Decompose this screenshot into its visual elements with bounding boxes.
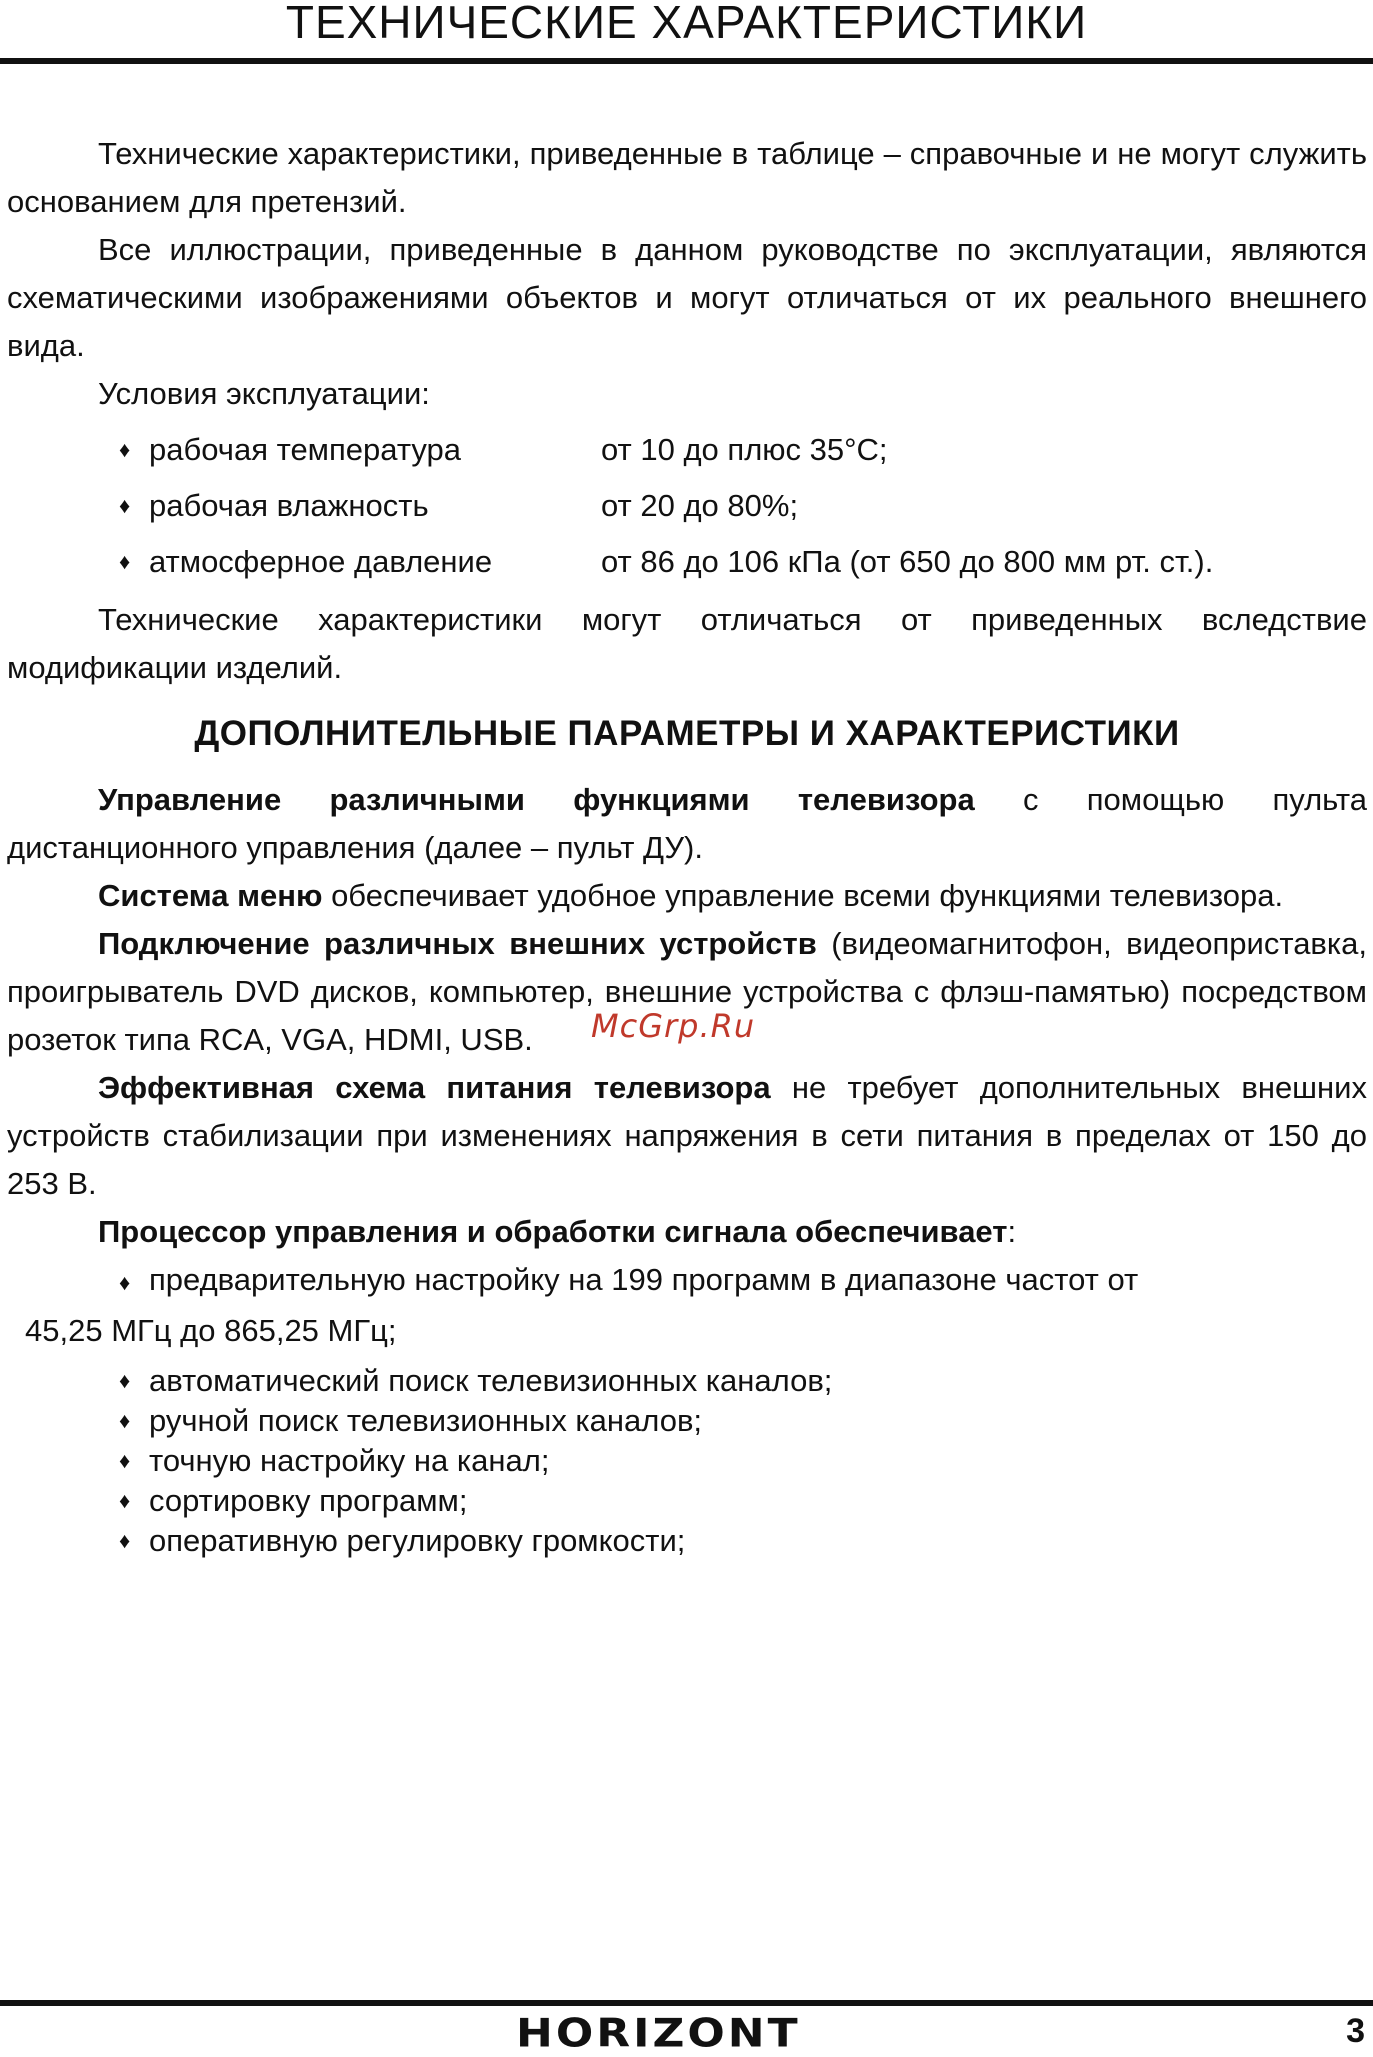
diamond-bullet-icon: ♦ <box>119 1528 131 1553</box>
list-item <box>7 1481 1367 1521</box>
condition-value: от 20 до 80%; <box>601 488 799 523</box>
feature-menu <box>7 872 1367 920</box>
processor-item-text: точную настройку на канал; <box>149 1443 550 1478</box>
feature-remote-title: Управление различными функциями телевизора <box>98 782 975 817</box>
diamond-bullet-icon: ♦ <box>119 1368 131 1393</box>
condition-name: рабочая влажность <box>149 488 429 523</box>
footer-divider <box>0 2000 1373 2006</box>
conditions-list <box>7 422 1367 590</box>
section-title: ДОПОЛНИТЕЛЬНЫЕ ПАРАМЕТРЫ И ХАРАКТЕРИСТИКИ <box>194 714 1180 753</box>
list-item <box>7 1361 1367 1401</box>
feature-menu-title: Система меню <box>98 878 323 913</box>
feature-processor <box>7 1208 1367 1256</box>
list-item <box>7 422 1367 478</box>
diamond-bullet-icon: ♦ <box>119 1488 131 1513</box>
feature-menu-text: обеспечивает удобное управление всеми функциями телевизора. <box>322 878 1284 913</box>
list-item <box>7 1401 1367 1441</box>
list-item <box>7 1521 1367 1561</box>
conditions-label: Условия эксплуатации: <box>98 376 430 411</box>
page-header <box>0 0 1373 64</box>
feature-remote <box>7 776 1367 872</box>
processor-item-text: автоматический поиск телевизионных каналов; <box>149 1363 833 1398</box>
processor-item-text: сортировку программ; <box>149 1483 468 1518</box>
list-item <box>7 478 1367 534</box>
page-number: 3 <box>1346 2012 1365 2050</box>
feature-remote-text: с помощью пульта дистанционного управления (далее – пульт ДУ). <box>7 782 1368 865</box>
intro-paragraph-2: Все иллюстрации, приведенные в данном руководстве по эксплуатации, являются схематическими изображениями объектов и могут отличаться от их реального внешнего вида. <box>7 232 1367 363</box>
processor-item-text: ручной поиск телевизионных каналов; <box>149 1403 703 1438</box>
feature-power-text: не требует дополнительных внешних устройств стабилизации при изменениях напряжения в сети питания в пределах от 150 до 253 В. <box>7 1070 1367 1201</box>
page-title: ТЕХНИЧЕСКИЕ ХАРАКТЕРИСТИКИ <box>285 0 1088 48</box>
condition-name: рабочая температура <box>149 432 461 467</box>
diamond-bullet-icon: ♦ <box>119 549 131 574</box>
condition-value: от 86 до 106 кПа (от 650 до 800 мм рт. ст.). <box>601 544 1214 579</box>
feature-power <box>7 1064 1367 1208</box>
feature-connections-title: Подключение различных внешних устройств <box>98 926 817 961</box>
diamond-bullet-icon: ♦ <box>119 1448 131 1473</box>
processor-first-item-continued: 45,25 МГц до 865,25 МГц; <box>25 1313 397 1348</box>
processor-item-text: оперативную регулировку громкости; <box>149 1523 686 1558</box>
feature-processor-title: Процессор управления и обработки сигнала обеспечивает <box>98 1214 1008 1249</box>
intro-paragraph-3: Технические характеристики могут отличаться от приведенных вследствие модификации изделий. <box>7 602 1367 685</box>
condition-value: от 10 до плюс 35°С; <box>601 432 888 467</box>
list-item <box>7 1441 1367 1481</box>
list-item <box>7 534 1367 590</box>
page-content <box>7 130 1367 1561</box>
diamond-bullet-icon: ♦ <box>119 437 131 462</box>
brand-logo: HORIZONT <box>516 2010 801 2057</box>
diamond-bullet-icon: ♦ <box>119 1408 131 1433</box>
watermark: McGrp.Ru <box>591 1007 756 1045</box>
processor-list <box>7 1361 1367 1561</box>
processor-first-item-text: предварительную настройку на 199 программ в диапазоне частот от <box>149 1262 1139 1297</box>
feature-processor-colon: : <box>1007 1214 1017 1249</box>
diamond-bullet-icon: ♦ <box>119 493 131 518</box>
processor-first-item <box>7 1256 1367 1307</box>
diamond-bullet-icon: ♦ <box>119 1270 131 1295</box>
intro-paragraph-1: Технические характеристики, приведенные в таблице – справочные и не могут служить основанием для претензий. <box>7 136 1367 219</box>
feature-connections-text: (видеомагнитофон, видеоприставка, проигрыватель DVD дисков, компьютер, внешние устройства с флэш-памятью) посредством розеток типа RCA, VGA, HDMI, USB. <box>7 926 1367 1057</box>
condition-name: атмосферное давление <box>149 544 493 579</box>
feature-power-title: Эффективная схема питания телевизора <box>98 1070 771 1105</box>
